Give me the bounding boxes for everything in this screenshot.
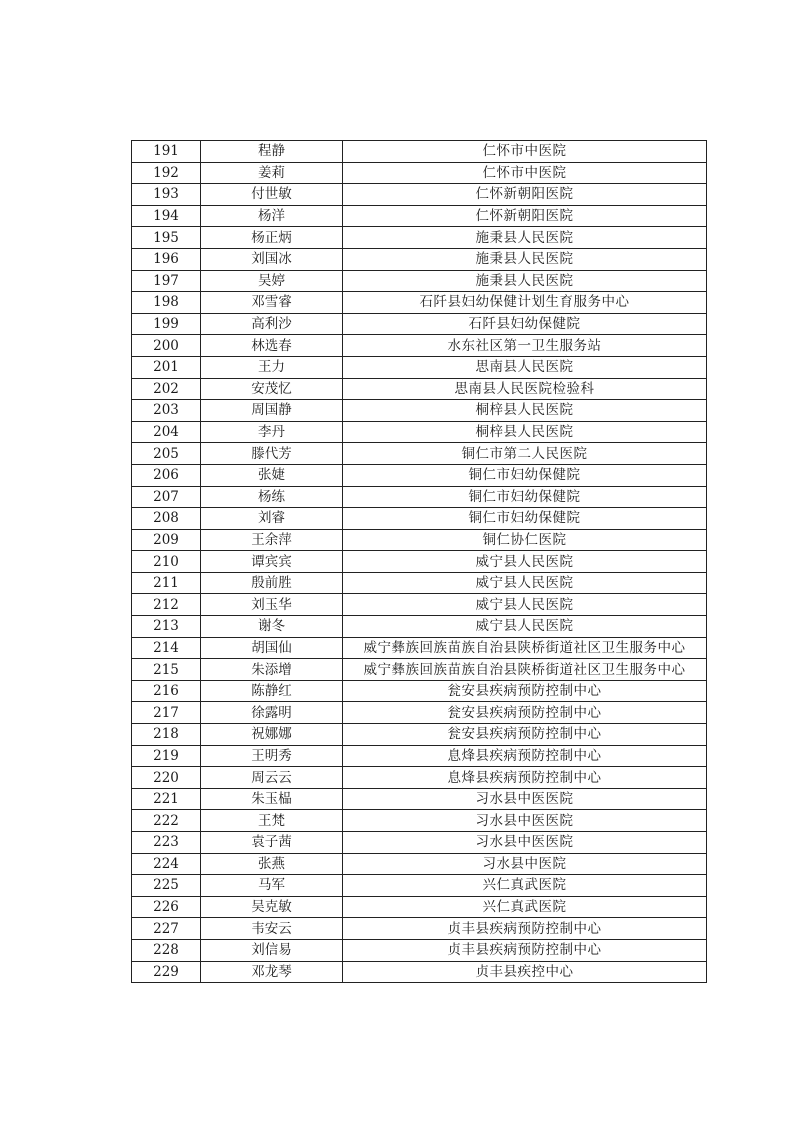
name-cell: 付世敏 (201, 184, 343, 206)
table-row (132, 918, 707, 940)
name-cell: 邓龙琴 (201, 961, 343, 983)
organization-cell: 贞丰县疾病预防控制中心 (343, 939, 707, 961)
row-number-cell: 205 (132, 443, 201, 465)
table-row (132, 745, 707, 767)
table-row (132, 961, 707, 983)
table-row (132, 767, 707, 789)
organization-cell: 威宁县人民医院 (343, 551, 707, 573)
table-row (132, 637, 707, 659)
row-number-cell: 222 (132, 810, 201, 832)
name-cell: 陈静红 (201, 680, 343, 702)
table-row (132, 810, 707, 832)
organization-cell: 威宁彝族回族苗族自治县陕桥街道社区卫生服务中心 (343, 637, 707, 659)
table-row (132, 832, 707, 854)
roster-table-body (132, 141, 707, 983)
row-number-cell: 191 (132, 141, 201, 163)
name-cell: 张燕 (201, 853, 343, 875)
table-row (132, 421, 707, 443)
name-cell: 王余萍 (201, 529, 343, 551)
name-cell: 韦安云 (201, 918, 343, 940)
organization-cell: 桐梓县人民医院 (343, 400, 707, 422)
organization-cell: 思南县人民医院 (343, 356, 707, 378)
name-cell: 王梵 (201, 810, 343, 832)
row-number-cell: 221 (132, 788, 201, 810)
name-cell: 刘国冰 (201, 248, 343, 270)
name-cell: 李丹 (201, 421, 343, 443)
organization-cell: 瓮安县疾病预防控制中心 (343, 680, 707, 702)
table-row (132, 702, 707, 724)
row-number-cell: 219 (132, 745, 201, 767)
row-number-cell: 192 (132, 162, 201, 184)
row-number-cell: 213 (132, 616, 201, 638)
name-cell: 周国静 (201, 400, 343, 422)
name-cell: 安茂忆 (201, 378, 343, 400)
table-row (132, 616, 707, 638)
table-row (132, 184, 707, 206)
row-number-cell: 223 (132, 832, 201, 854)
organization-cell: 桐梓县人民医院 (343, 421, 707, 443)
organization-cell: 瓮安县疾病预防控制中心 (343, 724, 707, 746)
table-row (132, 270, 707, 292)
table-row (132, 400, 707, 422)
roster-table (131, 140, 707, 983)
row-number-cell: 216 (132, 680, 201, 702)
name-cell: 谢冬 (201, 616, 343, 638)
organization-cell: 习水县中医院 (343, 853, 707, 875)
table-row (132, 939, 707, 961)
row-number-cell: 209 (132, 529, 201, 551)
organization-cell: 铜仁市第二人民医院 (343, 443, 707, 465)
table-row (132, 464, 707, 486)
table-row (132, 724, 707, 746)
row-number-cell: 195 (132, 227, 201, 249)
table-row (132, 248, 707, 270)
row-number-cell: 227 (132, 918, 201, 940)
organization-cell: 仁怀新朝阳医院 (343, 205, 707, 227)
row-number-cell: 229 (132, 961, 201, 983)
table-row (132, 162, 707, 184)
name-cell: 杨洋 (201, 205, 343, 227)
name-cell: 刘睿 (201, 508, 343, 530)
row-number-cell: 202 (132, 378, 201, 400)
table-row (132, 313, 707, 335)
row-number-cell: 207 (132, 486, 201, 508)
row-number-cell: 206 (132, 464, 201, 486)
table-row (132, 680, 707, 702)
row-number-cell: 198 (132, 292, 201, 314)
table-row (132, 443, 707, 465)
row-number-cell: 226 (132, 896, 201, 918)
name-cell: 殷前胜 (201, 572, 343, 594)
row-number-cell: 208 (132, 508, 201, 530)
name-cell: 王明秀 (201, 745, 343, 767)
table-row (132, 227, 707, 249)
organization-cell: 威宁县人民医院 (343, 572, 707, 594)
table-row (132, 896, 707, 918)
row-number-cell: 215 (132, 659, 201, 681)
row-number-cell: 204 (132, 421, 201, 443)
organization-cell: 仁怀市中医院 (343, 162, 707, 184)
organization-cell: 铜仁市妇幼保健院 (343, 508, 707, 530)
organization-cell: 铜仁协仁医院 (343, 529, 707, 551)
organization-cell: 仁怀市中医院 (343, 141, 707, 163)
row-number-cell: 225 (132, 875, 201, 897)
organization-cell: 思南县人民医院检验科 (343, 378, 707, 400)
name-cell: 祝娜娜 (201, 724, 343, 746)
table-row (132, 508, 707, 530)
row-number-cell: 203 (132, 400, 201, 422)
organization-cell: 威宁彝族回族苗族自治县陕桥街道社区卫生服务中心 (343, 659, 707, 681)
organization-cell: 石阡县妇幼保健院 (343, 313, 707, 335)
table-row (132, 486, 707, 508)
table-row (132, 659, 707, 681)
row-number-cell: 224 (132, 853, 201, 875)
row-number-cell: 194 (132, 205, 201, 227)
name-cell: 朱添增 (201, 659, 343, 681)
row-number-cell: 217 (132, 702, 201, 724)
name-cell: 吴克敏 (201, 896, 343, 918)
organization-cell: 贞丰县疾控中心 (343, 961, 707, 983)
table-row (132, 378, 707, 400)
row-number-cell: 193 (132, 184, 201, 206)
table-row (132, 529, 707, 551)
organization-cell: 兴仁真武医院 (343, 875, 707, 897)
row-number-cell: 201 (132, 356, 201, 378)
organization-cell: 习水县中医医院 (343, 810, 707, 832)
organization-cell: 息烽县疾病预防控制中心 (343, 745, 707, 767)
organization-cell: 施秉县人民医院 (343, 248, 707, 270)
organization-cell: 贞丰县疾病预防控制中心 (343, 918, 707, 940)
organization-cell: 习水县中医医院 (343, 832, 707, 854)
name-cell: 姜莉 (201, 162, 343, 184)
table-row (132, 788, 707, 810)
organization-cell: 铜仁市妇幼保健院 (343, 486, 707, 508)
name-cell: 刘信易 (201, 939, 343, 961)
name-cell: 刘玉华 (201, 594, 343, 616)
name-cell: 程静 (201, 141, 343, 163)
table-row (132, 141, 707, 163)
name-cell: 谭宾宾 (201, 551, 343, 573)
organization-cell: 威宁县人民医院 (343, 616, 707, 638)
table-row (132, 551, 707, 573)
row-number-cell: 211 (132, 572, 201, 594)
organization-cell: 水东社区第一卫生服务站 (343, 335, 707, 357)
name-cell: 高利沙 (201, 313, 343, 335)
name-cell: 吴婷 (201, 270, 343, 292)
row-number-cell: 197 (132, 270, 201, 292)
name-cell: 徐露明 (201, 702, 343, 724)
name-cell: 王力 (201, 356, 343, 378)
organization-cell: 石阡县妇幼保健计划生育服务中心 (343, 292, 707, 314)
table-row (132, 335, 707, 357)
row-number-cell: 212 (132, 594, 201, 616)
row-number-cell: 210 (132, 551, 201, 573)
name-cell: 杨正炳 (201, 227, 343, 249)
organization-cell: 威宁县人民医院 (343, 594, 707, 616)
name-cell: 周云云 (201, 767, 343, 789)
table-row (132, 292, 707, 314)
row-number-cell: 220 (132, 767, 201, 789)
name-cell: 胡国仙 (201, 637, 343, 659)
organization-cell: 铜仁市妇幼保健院 (343, 464, 707, 486)
row-number-cell: 228 (132, 939, 201, 961)
organization-cell: 瓮安县疾病预防控制中心 (343, 702, 707, 724)
organization-cell: 兴仁真武医院 (343, 896, 707, 918)
organization-cell: 习水县中医医院 (343, 788, 707, 810)
table-row (132, 594, 707, 616)
organization-cell: 仁怀新朝阳医院 (343, 184, 707, 206)
organization-cell: 施秉县人民医院 (343, 270, 707, 292)
name-cell: 朱玉榀 (201, 788, 343, 810)
organization-cell: 息烽县疾病预防控制中心 (343, 767, 707, 789)
table-row (132, 853, 707, 875)
table-row (132, 875, 707, 897)
name-cell: 滕代芳 (201, 443, 343, 465)
name-cell: 袁子茜 (201, 832, 343, 854)
name-cell: 邓雪睿 (201, 292, 343, 314)
row-number-cell: 214 (132, 637, 201, 659)
row-number-cell: 199 (132, 313, 201, 335)
table-row (132, 205, 707, 227)
name-cell: 马军 (201, 875, 343, 897)
table-row (132, 572, 707, 594)
name-cell: 杨练 (201, 486, 343, 508)
row-number-cell: 200 (132, 335, 201, 357)
organization-cell: 施秉县人民医院 (343, 227, 707, 249)
row-number-cell: 196 (132, 248, 201, 270)
name-cell: 张婕 (201, 464, 343, 486)
row-number-cell: 218 (132, 724, 201, 746)
name-cell: 林选春 (201, 335, 343, 357)
table-row (132, 356, 707, 378)
